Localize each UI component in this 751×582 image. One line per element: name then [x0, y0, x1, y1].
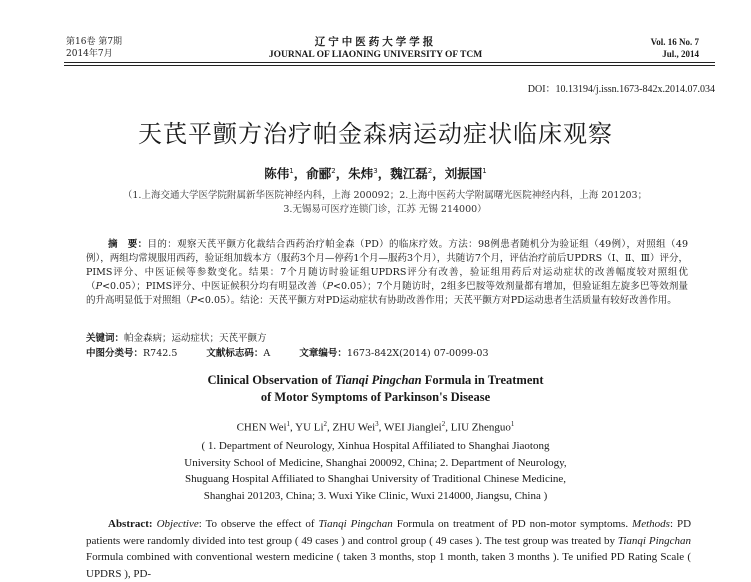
author-name: 朱炜 — [348, 166, 374, 181]
article-title-cn: 天芪平颤方治疗帕金森病运动症状临床观察 — [138, 120, 613, 148]
author-separator: , — [327, 421, 333, 434]
header-date-en: Jul., 2014 — [662, 49, 699, 59]
author-affiliation-mark: 2 — [441, 420, 446, 428]
objective-label: Objective — [156, 518, 199, 530]
clc-number — [86, 345, 177, 359]
title-en-text: Formula in Treatment — [421, 373, 544, 387]
abstract-cn — [86, 238, 688, 308]
document-code-value: A — [263, 348, 271, 359]
author-name: WEI Jianglei — [383, 421, 442, 434]
abstract-en-label: Abstract: — [108, 518, 153, 530]
author-name: 陈伟 — [264, 166, 290, 181]
abstract-cn-text: <0.05）；7个月随访时，2组多巴胺等效剂量都有增加，但验证组左旋多巴等效剂量的升高明显低于对照组（ — [86, 281, 688, 306]
author-affiliation-mark: 2 — [323, 420, 328, 428]
doi[interactable]: DOI：10.13194/j.issn.1673-842x.2014.07.034 — [527, 84, 715, 95]
keywords-cn-label: 关键词： — [86, 333, 125, 344]
author-affiliation-mark: 1 — [286, 420, 291, 428]
title-en-line2: of Motor Symptoms of Parkinson's Disease — [260, 390, 491, 404]
author-affiliation-mark: 3 — [375, 420, 379, 428]
affiliations-cn — [60, 189, 710, 217]
affiliation-cn-line: （1.上海交通大学医学院附属新华医院神经内科，上海 200092；2.上海中医药大学附属曙光医院神经内科，上海 201203； — [122, 190, 648, 201]
title-en-text: Clinical Observation of — [207, 373, 335, 387]
header-rule-thick — [64, 62, 715, 63]
author-name: CHEN Wei — [236, 421, 287, 434]
author-separator: , — [445, 421, 451, 434]
affiliation-en-line: ( 1. Department of Neurology, Xinhua Hospital Affiliated to Shanghai Jiaotong — [201, 440, 550, 452]
document-code-label: 文献标志码： — [206, 348, 264, 359]
author-affiliation-mark: 3 — [373, 166, 378, 175]
affiliation-en-line: Shanghai 201203, China; 3. Wuxi Yike Clinic, Wuxi 214000, Jiangsu, China ) — [203, 489, 548, 502]
header-rule-thin — [64, 65, 715, 66]
methods-label: Methods — [632, 518, 670, 530]
journal-name-en: JOURNAL OF LIAONING UNIVERSITY OF TCM — [268, 50, 483, 60]
affiliation-en-line: Shuguang Hospital Affiliated to Shanghai University of Traditional Chinese Medicine, — [184, 473, 567, 485]
author-separator: , — [378, 421, 384, 434]
author-affiliation-mark: 2 — [331, 166, 336, 175]
header-date-cn: 2014年7月 — [66, 49, 113, 59]
article-number-value: 1673-842X(2014) 07-0099-03 — [346, 348, 489, 359]
affiliations-en — [0, 438, 751, 504]
journal-name — [0, 34, 751, 60]
author-separator: ， — [432, 166, 445, 181]
authors-en — [0, 420, 751, 434]
article-number-label: 文章编号： — [299, 348, 347, 359]
p-value-symbol: P — [95, 281, 103, 292]
abstract-cn-text: <0.05）；PIMS评分、中医证候积分均有明显改善（ — [102, 281, 327, 292]
abstract-cn-text: 目的：观察天芪平颤方化裁结合西药治疗帕金森（PD）的临床疗效。方法：98例患者随机分为验证组（49例），对照组（49例），两组均常规服用西药，验证组加载本方（服药3个月—停药1个月—服药3个月），共随访7个月，评估治疗前后UPDRS（Ⅰ、Ⅱ、Ⅲ）评分，PIMS评分、中医证候等参数变化。结果：7个月随访时验证组UPDRS评分有改善，验证组用药后对运动症状的改善幅度较对照组优（ — [86, 239, 688, 292]
formula-name: Tianqi Pingchan — [617, 534, 692, 547]
author-name: YU Li — [295, 421, 324, 434]
author-name: LIU Zhenguo — [450, 421, 511, 434]
header-volume-en — [651, 36, 699, 60]
article-title-en — [0, 372, 751, 406]
classification-line — [86, 345, 706, 359]
author-affiliation-mark: 1 — [510, 420, 515, 428]
author-separator: ， — [377, 166, 391, 181]
author-affiliation-mark: 1 — [289, 166, 294, 175]
author-separator: ， — [335, 166, 349, 181]
header-volume-issue-cn: 第16卷 第7期 — [66, 37, 123, 47]
clc-label: 中图分类号： — [86, 348, 144, 359]
author-name: 刘振国 — [444, 166, 483, 181]
header-volume-issue-en: Vol. 16 No. 7 — [650, 37, 699, 47]
author-affiliation-mark: 1 — [482, 166, 487, 175]
author-name: ZHU Wei — [332, 421, 376, 434]
author-name: 魏江磊 — [390, 166, 428, 181]
clc-value: R742.5 — [143, 348, 178, 359]
p-value-symbol: P — [326, 281, 334, 292]
abstract-en — [86, 516, 691, 582]
abstract-en-text: : To observe the effect of — [198, 518, 319, 530]
keywords-cn — [86, 330, 267, 344]
author-separator: , — [290, 421, 296, 434]
author-affiliation-mark: 2 — [427, 166, 433, 175]
authors-cn — [0, 164, 751, 182]
author-name: 俞郦 — [306, 166, 332, 181]
journal-name-cn: 辽宁中医药大学学报 — [314, 36, 437, 48]
abstract-en-text: : PD patients were randomly divided into test group ( 49 cases ) and control group ( 49 cases ). The test group was treated by — [86, 518, 692, 547]
document-code — [206, 345, 270, 359]
author-separator: ， — [293, 166, 307, 181]
keywords-cn-text: 帕金森病；运动症状；天芪平颤方 — [124, 333, 267, 344]
article-number — [299, 345, 488, 359]
abstract-cn-text: <0.05）。结论：天芪平颤方对PD运动症状有协助改善作用；天芪平颤方对PD运动患者生活质量有较好改善作用。 — [196, 295, 677, 306]
abstract-cn-label: 摘 要： — [108, 239, 148, 250]
abstract-en-text: Formula combined with conventional western medicine ( taken 3 months, stop 1 month, taken 3 months ). Te unified PD Rating Scale ( UPDRS ), PD- — [86, 551, 691, 580]
abstract-en-text: Formula on treatment of PD non-motor symptoms. — [392, 518, 633, 530]
title-en-formula: Tianqi Pingchan — [334, 373, 422, 387]
affiliation-cn-line: 3.无锡易可医疗连锁门诊，江苏 无锡 214000） — [283, 204, 487, 215]
affiliation-en-line: University School of Medicine, Shanghai 200092, China; 2. Department of Neurology, — [184, 456, 567, 469]
p-value-symbol: P — [190, 295, 197, 306]
formula-name: Tianqi Pingchan — [318, 518, 393, 530]
